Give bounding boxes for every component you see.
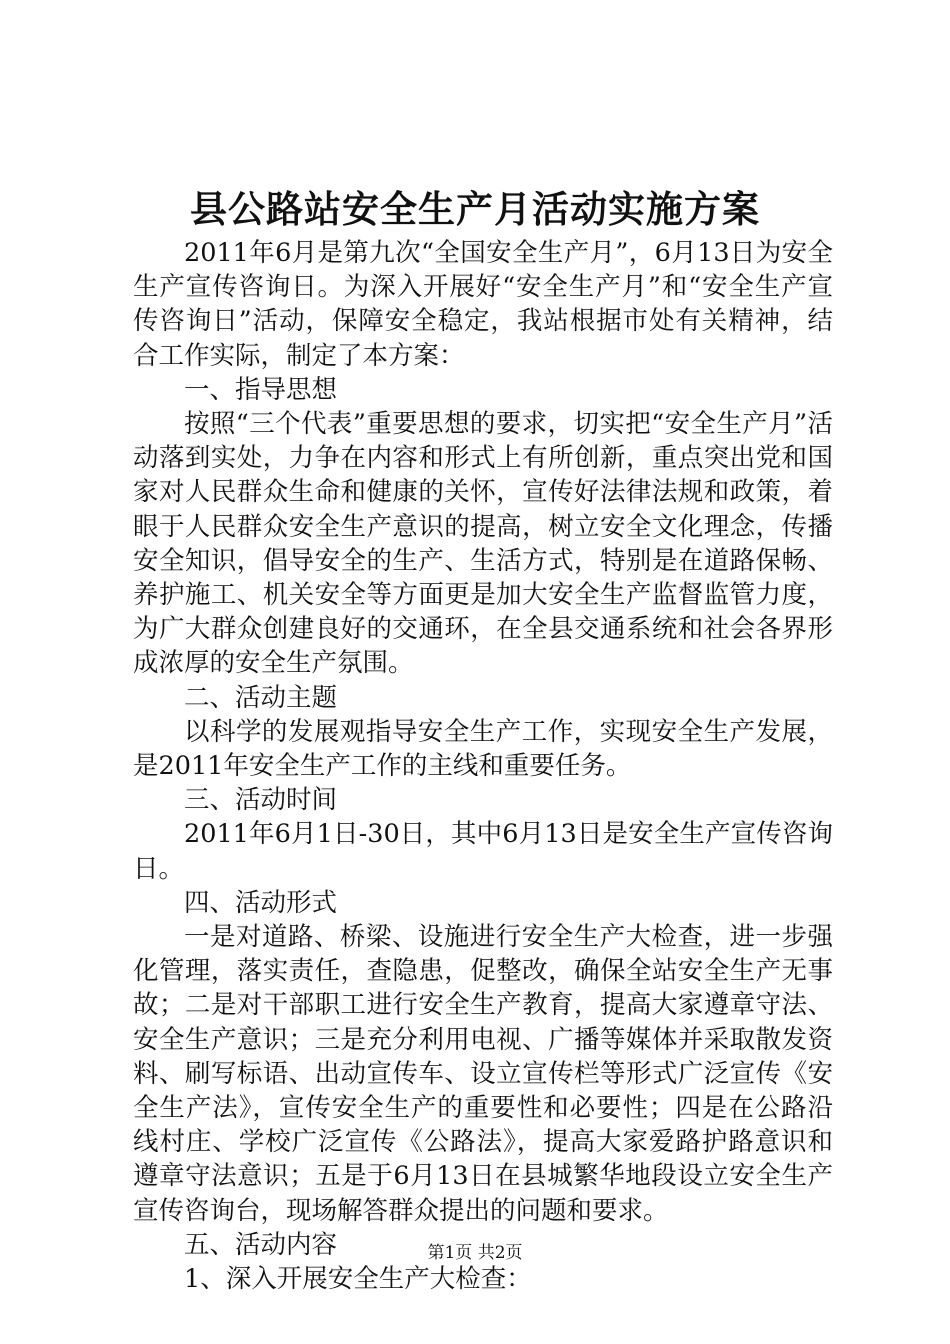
- section-heading-activity-form: 四、活动形式: [184, 887, 338, 918]
- page-footer: 第1页 共2页: [427, 1243, 523, 1263]
- document-body: [133, 236, 833, 1296]
- activity-time-paragraph: 2011年6月1日-30日，其中6月13日是安全生产宣传咨询日。: [133, 819, 833, 884]
- section-heading-activity-content: 五、活动内容: [184, 1229, 338, 1260]
- activity-form-paragraph: 一是对道路、桥梁、设施进行安全生产大检查，进一步强化管理，落实责任，查隐患，促整改，确保全站安全生产无事故；二是对干部职工进行安全生产教育，提高大家遵章守法、安全生产意识；三是充分利用电视、广播等媒体并采取散发资料、刷写标语、出动宣传车、设立宣传栏等形式广泛宣传《安全生产法》，宣传安全生产的重要性和必要性；四是在公路沿线村庄、学校广泛宣传《公路法》，提高大家爱路护路意识和遵章守法意识；五是于6月13日在县城繁华地段设立安全生产宣传咨询台，现场解答群众提出的问题和要求。: [133, 922, 833, 1226]
- section-heading-activity-theme: 二、活动主题: [184, 682, 338, 713]
- document-title: 县公路站安全生产月活动实施方案: [190, 187, 760, 231]
- section-heading-guiding-ideology: 一、指导思想: [184, 374, 338, 405]
- activity-theme-paragraph: 以科学的发展观指导安全生产工作，实现安全生产发展，是2011年安全生产工作的主线和重要任务。: [133, 716, 833, 782]
- activity-content-item-1: 1、深入开展安全生产大检查：: [184, 1264, 532, 1295]
- intro-paragraph: 2011年6月是第九次“全国安全生产月”，6月13日为安全生产宣传咨询日。为深入开展好“安全生产月”和“安全生产宣传咨询日”活动，保障安全稳定，我站根据市处有关精神，结合工作实际，制定了本方案：: [133, 238, 833, 371]
- section-heading-activity-time: 三、活动时间: [184, 785, 338, 816]
- guiding-ideology-paragraph: 按照“三个代表”重要思想的要求，切实把“安全生产月”活动落到实处，力争在内容和形式上有所创新，重点突出党和国家对人民群众生命和健康的关怀，宣传好法律法规和政策，着眼于人民群众安全生产意识的提高，树立安全文化理念，传播安全知识，倡导安全的生产、生活方式，特别是在道路保畅、养护施工、机关安全等方面更是加大安全生产监督监管力度，为广大群众创建良好的交通环，在全县交通系统和社会各界形成浓厚的安全生产氛围。: [133, 409, 833, 679]
